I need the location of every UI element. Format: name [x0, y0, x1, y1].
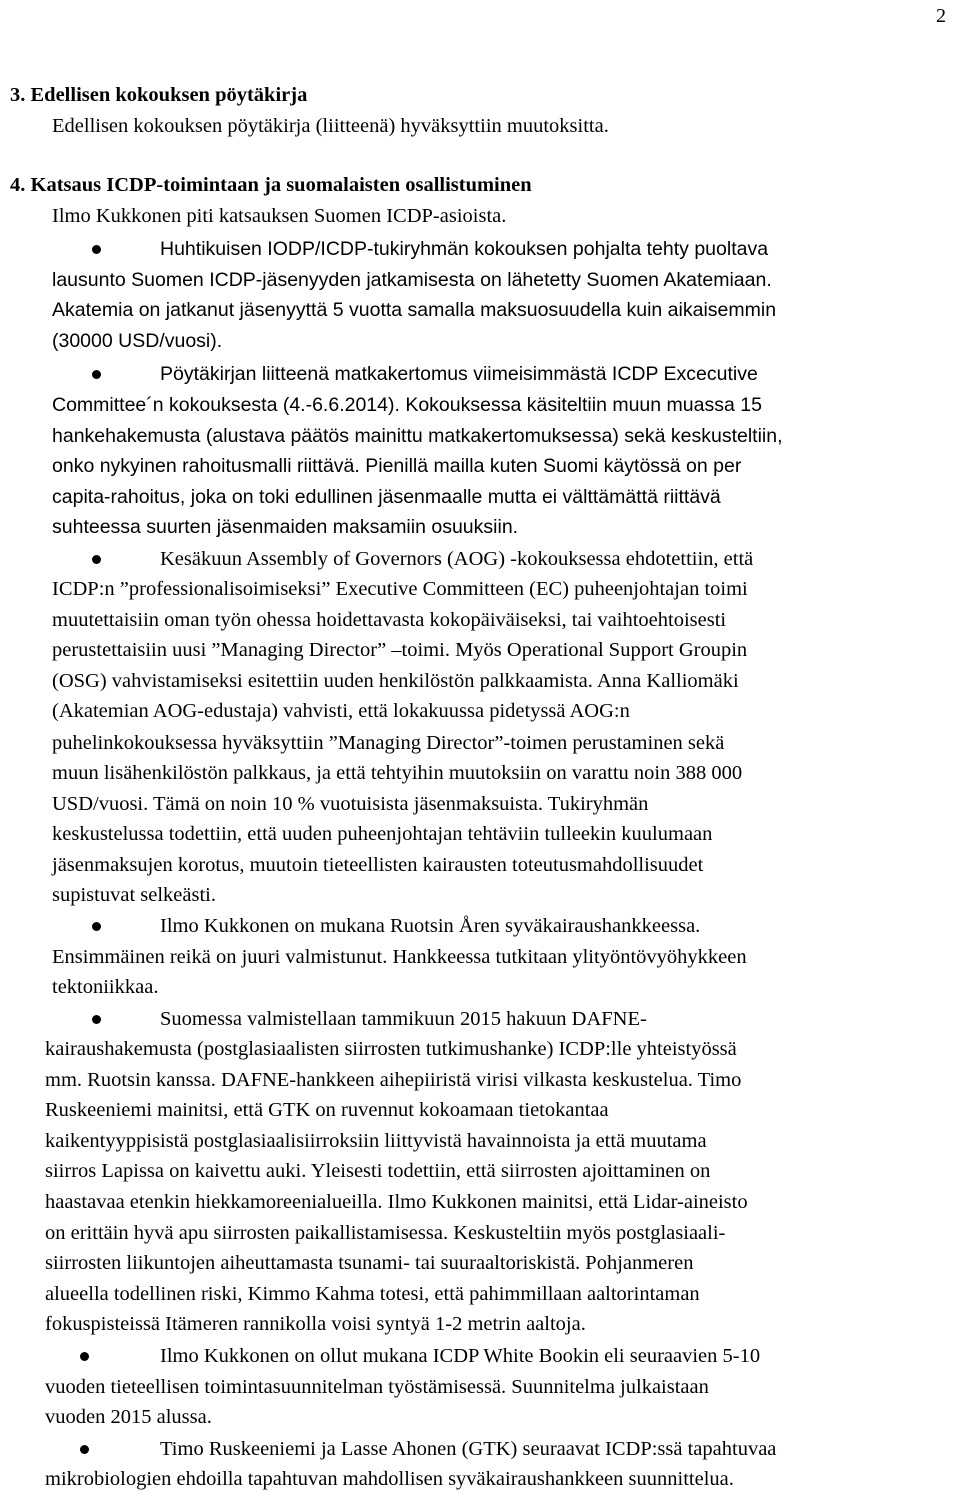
text-line: muutettaisiin oman työn ohessa hoidettavasta kokopäiväiseksi, tai vaihtoehtoisesti	[52, 609, 727, 631]
text-line: onko nykyinen rahoitusmalli riittävä. Pienillä mailla kuten Suomi käytössä on per	[52, 455, 742, 477]
text-line: kairaushakemusta (postglasiaalisten siirrosten tutkimushanke) ICDP:lle yhteistyössä	[45, 1038, 737, 1060]
text-line: fokuspisteissä Itämeren rannikolla voisi syntyä 1-2 metrin aaltoja.	[45, 1313, 586, 1335]
text-line: Pöytäkirjan liitteenä matkakertomus viimeisimmästä ICDP Excecutive	[160, 363, 758, 385]
text-line: Akatemia on jatkanut jäsenyyttä 5 vuotta samalla maksuosuudella kuin aikaisemmin	[52, 299, 777, 321]
text-line: puhelinkokouksessa hyväksyttiin ”Managing Director”-toimen perustaminen sekä	[52, 732, 725, 754]
text-line: Ilmo Kukkonen piti katsauksen Suomen ICDP-asioista.	[52, 205, 507, 227]
text-line: Huhtikuisen IODP/ICDP-tukiryhmän kokouksen pohjalta tehty puoltava	[160, 238, 769, 260]
text-line: siirros Lapissa on kaivettu auki. Yleisesti todettiin, että siirrosten ajoittaminen on	[45, 1160, 711, 1182]
text-line: Ensimmäinen reikä on juuri valmistunut. Hankkeessa tutkitaan ylityöntövyöhykkeen	[52, 946, 747, 968]
bullet-icon	[80, 1445, 89, 1454]
bullet-icon	[92, 1015, 101, 1024]
text-line: Ilmo Kukkonen on mukana Ruotsin Åren syväkairaushankkeessa.	[160, 915, 701, 937]
section-heading: 4. Katsaus ICDP-toimintaan ja suomalaisten osallistuminen	[10, 174, 532, 196]
text-line: haastavaa etenkin hiekkamoreenialueilla. Ilmo Kukkonen mainitsi, että Lidar-aineisto	[45, 1191, 748, 1213]
text-line: supistuvat selkeästi.	[52, 884, 216, 906]
text-line: Suomessa valmistellaan tammikuun 2015 hakuun DAFNE-	[160, 1008, 647, 1030]
text-line: mm. Ruotsin kanssa. DAFNE-hankkeen aihepiiristä virisi vilkasta keskustelua. Timo	[45, 1069, 742, 1091]
text-line: Ruskeeniemi mainitsi, että GTK on ruvennut kokoamaan tietokantaa	[45, 1099, 609, 1121]
text-line: Ilmo Kukkonen on ollut mukana ICDP White Bookin eli seuraavien 5-10	[160, 1345, 761, 1367]
text-line: mikrobiologien ehdoilla tapahtuvan mahdollisen syväkairaushankkeen suunnittelua.	[45, 1468, 734, 1490]
section-heading: 3. Edellisen kokouksen pöytäkirja	[10, 84, 308, 106]
text-line: Kesäkuun Assembly of Governors (AOG) -kokouksessa ehdotettiin, että	[160, 548, 754, 570]
bullet-icon	[92, 922, 101, 931]
text-line: tektoniikkaa.	[52, 976, 159, 998]
text-line: USD/vuosi. Tämä on noin 10 % vuotuisista jäsenmaksuista. Tukiryhmän	[52, 793, 649, 815]
text-line: siirrosten liikuntojen aiheuttamasta tsunami- tai suuraaltoriskistä. Pohjanmeren	[45, 1252, 694, 1274]
text-line: muun lisähenkilöstön palkkaus, ja että tehtyihin muutoksiin on varattu noin 388 000	[52, 762, 743, 784]
text-line: capita-rahoitus, joka on toki edullinen jäsenmaalle mutta ei välttämättä riittävä	[52, 486, 721, 508]
text-line: (OSG) vahvistamiseksi esitettiin uuden henkilöstön palkkaamista. Anna Kalliomäki	[52, 670, 739, 692]
text-line: lausunto Suomen ICDP-jäsenyyden jatkamisesta on lähetetty Suomen Akatemiaan.	[52, 269, 772, 291]
text-line: hankehakemusta (alustava päätös mainittu matkakertomuksessa) sekä keskusteltiin,	[52, 425, 783, 447]
page-number: 2	[936, 5, 946, 27]
text-line: Edellisen kokouksen pöytäkirja (liitteenä) hyväksyttiin muutoksitta.	[52, 115, 609, 137]
text-line: keskustelussa todettiin, että uuden puheenjohtajan tehtäviin tulleekin kuulumaan	[52, 823, 713, 845]
text-line: ICDP:n ”professionalisoimiseksi” Executive Committeen (EC) puheenjohtajan toimi	[52, 578, 748, 600]
text-line: kaikentyyppisistä postglasiaalisiirroksiin liittyvistä havainnoista ja että muutama	[45, 1130, 707, 1152]
text-line: vuoden 2015 alussa.	[45, 1406, 212, 1428]
text-line: alueella todellinen riski, Kimmo Kahma totesi, että pahimmillaan aaltorintaman	[45, 1283, 700, 1305]
text-line: (30000 USD/vuosi).	[52, 330, 223, 352]
bullet-icon	[92, 370, 101, 379]
bullet-icon	[92, 555, 101, 564]
text-line: perustettaisiin uusi ”Managing Director” –toimi. Myös Operational Support Groupin	[52, 639, 748, 661]
text-line: vuoden tieteellisen toimintasuunnitelman työstämisessä. Suunnitelma julkaistaan	[45, 1376, 709, 1398]
text-line: jäsenmaksujen korotus, muutoin tieteellisten kairausten toteutusmahdollisuudet	[52, 854, 704, 876]
text-line: Timo Ruskeeniemi ja Lasse Ahonen (GTK) seuraavat ICDP:ssä tapahtuvaa	[160, 1438, 777, 1460]
bullet-icon	[92, 245, 101, 254]
text-line: on erittäin hyvä apu siirrosten paikallistamisessa. Keskusteltiin myös postglasiaali-	[45, 1222, 726, 1244]
bullet-icon	[80, 1352, 89, 1361]
text-line: suhteessa suurten jäsenmaiden maksamiin osuuksiin.	[52, 516, 519, 538]
text-line: Committee´n kokouksesta (4.-6.6.2014). Kokouksessa käsiteltiin muun muassa 15	[52, 394, 762, 416]
text-line: (Akatemian AOG-edustaja) vahvisti, että lokakuussa pidetyssä AOG:n	[52, 700, 630, 722]
